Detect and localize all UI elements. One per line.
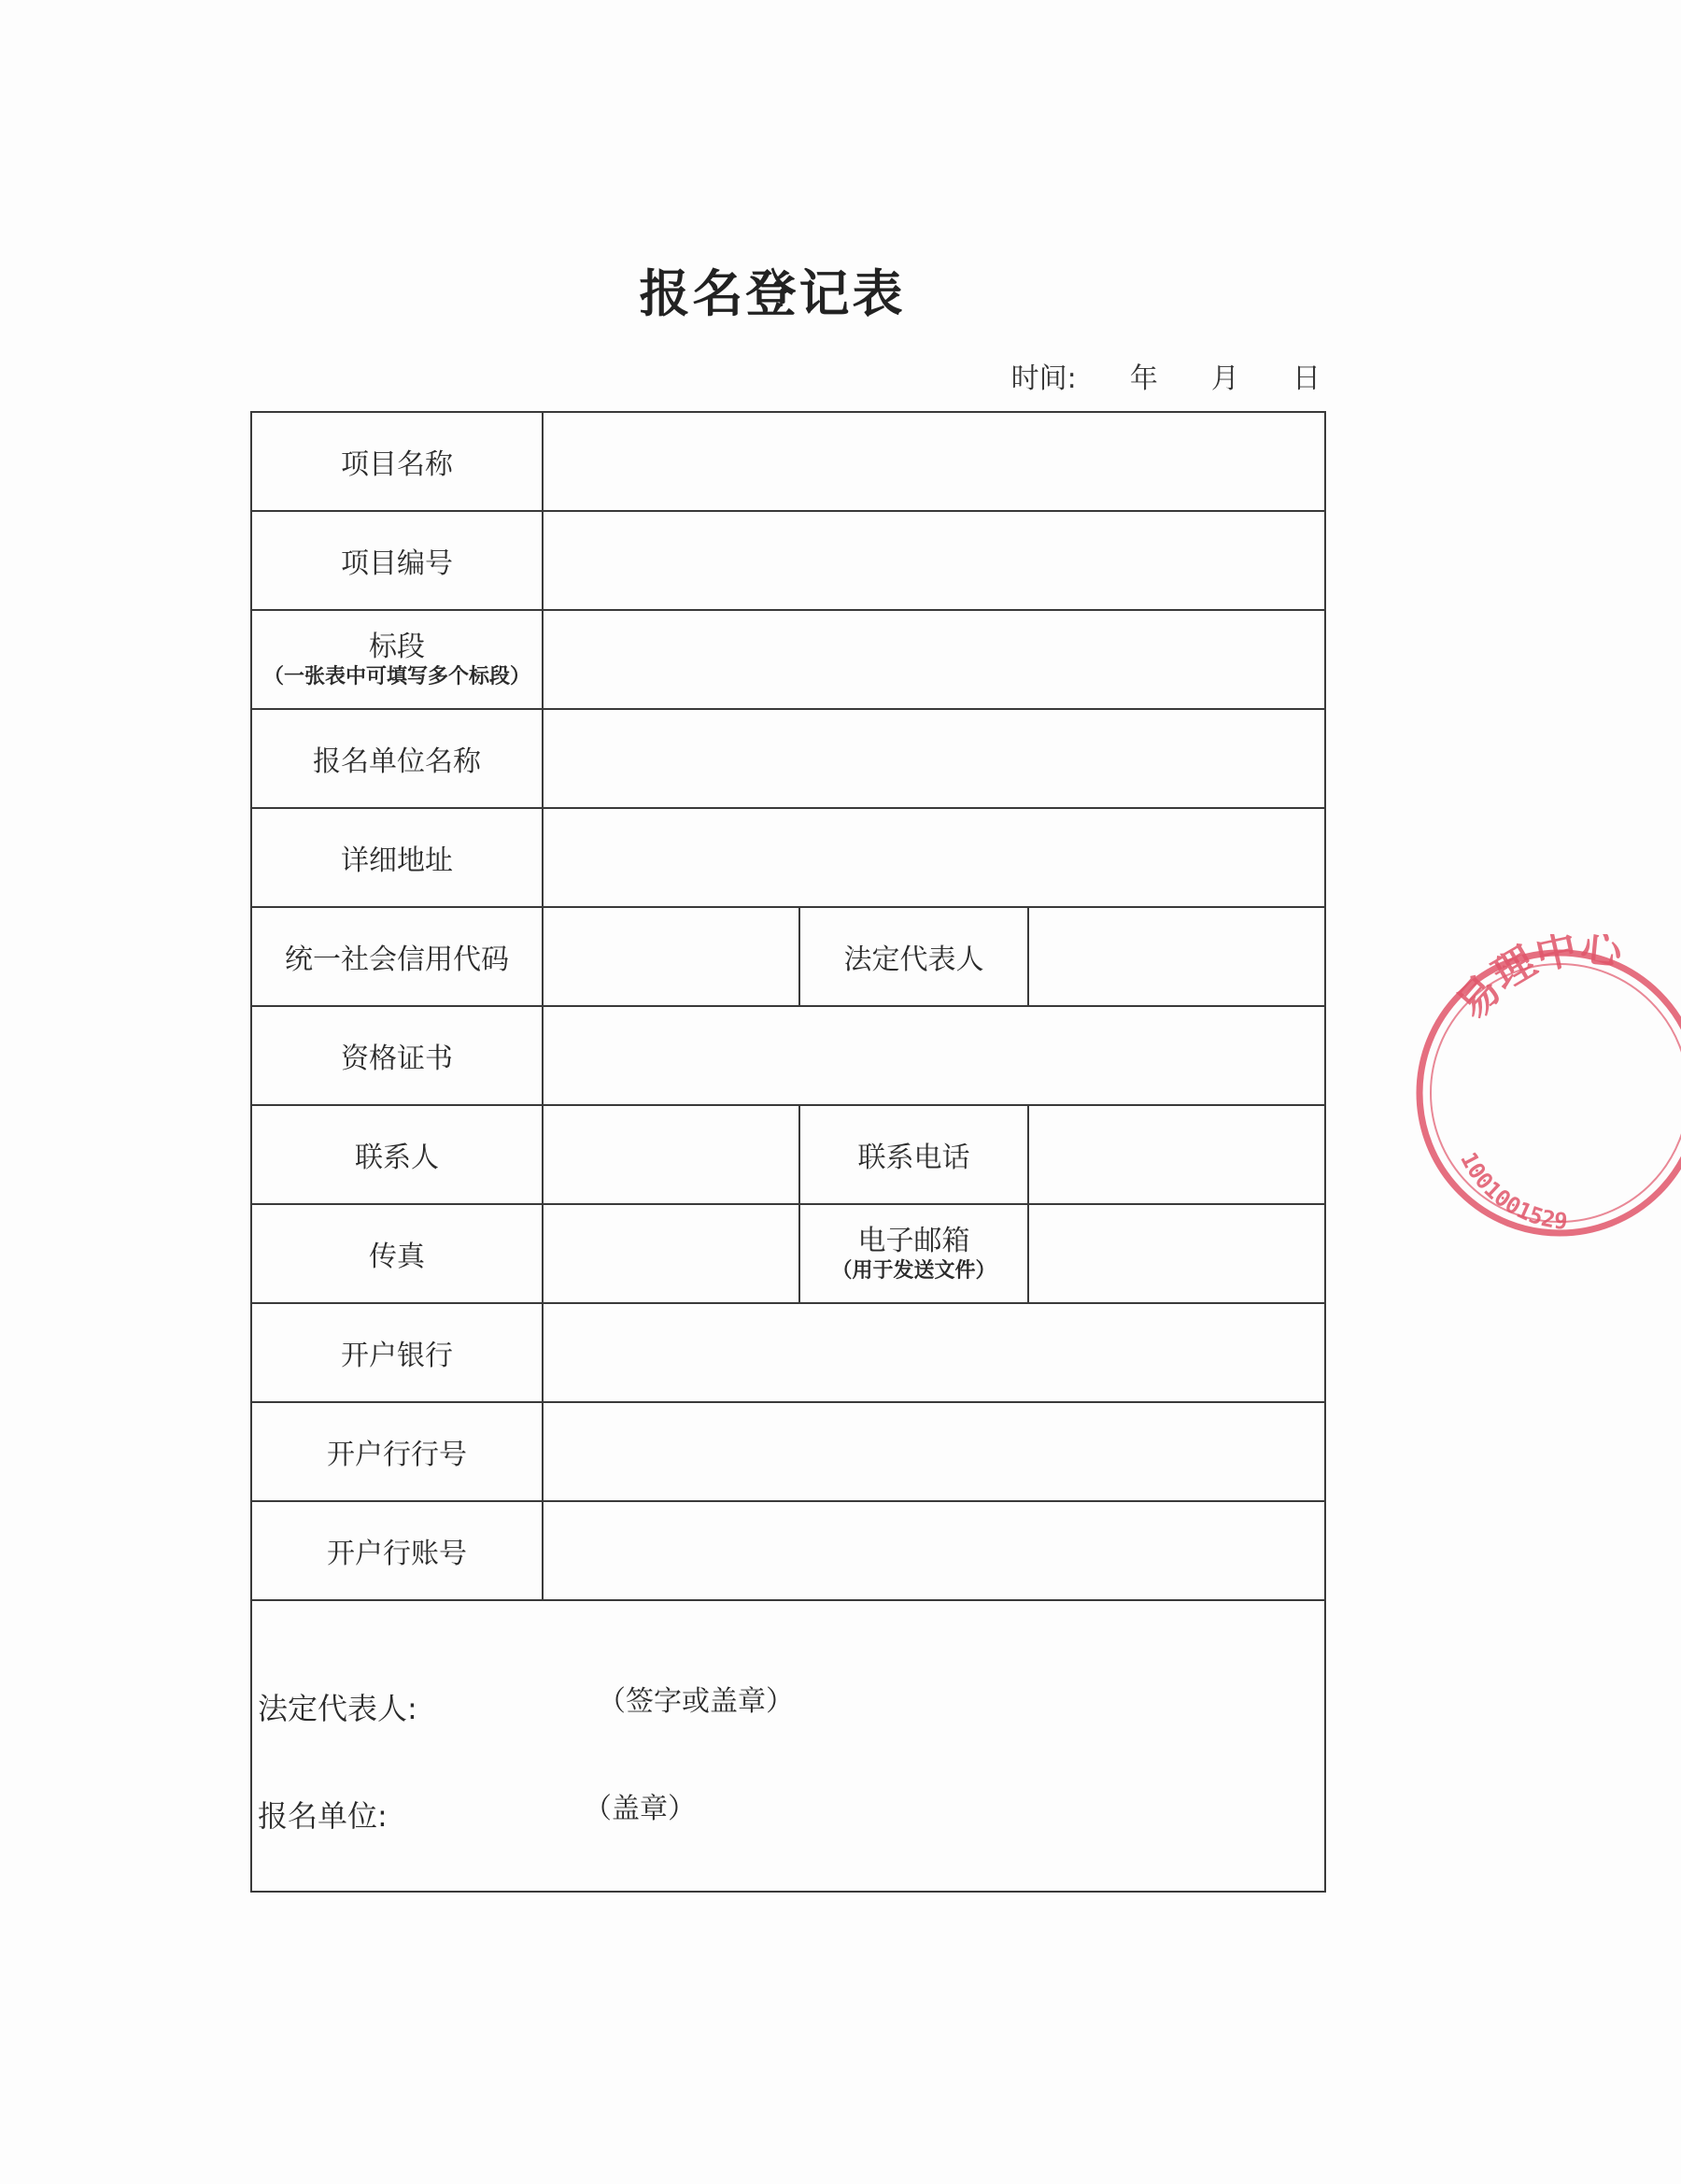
label-section [251,610,543,709]
date-day: 日 [1293,362,1321,395]
field-applicant-name[interactable] [543,709,1325,808]
field-bank[interactable] [543,1303,1325,1402]
label-fax: 传真 [251,1204,543,1303]
field-legal-rep[interactable] [1028,907,1325,1006]
field-fax[interactable] [543,1204,799,1303]
table-row [251,1402,1325,1501]
field-address[interactable] [543,808,1325,907]
label-legal-rep: 法定代表人 [799,907,1028,1006]
table-row [251,1006,1325,1105]
label-email-note: （用于发送文件） [831,1259,996,1283]
field-contact-phone[interactable] [1028,1105,1325,1204]
field-email[interactable] [1028,1204,1325,1303]
label-bank-number: 开户行行号 [251,1402,543,1501]
seal-text: 易理中心 [1448,934,1624,1029]
registration-table [250,411,1326,1893]
field-project-number[interactable] [543,511,1325,610]
label-section-note: （一张表中可填写多个标段） [262,665,530,688]
table-row [251,907,1325,1006]
label-email [799,1204,1028,1303]
label-project-number: 项目编号 [251,511,543,610]
seal-icon [1401,934,1681,1252]
table-row [251,610,1325,709]
date-month: 月 [1210,362,1239,395]
label-address: 详细地址 [251,808,543,907]
table-row [251,1105,1325,1204]
table-row [251,1303,1325,1402]
legal-rep-sign-note: （签字或盖章） [598,1685,794,1718]
label-credit-code: 统一社会信用代码 [251,907,543,1006]
label-contact-phone: 联系电话 [799,1105,1028,1204]
signature-row [251,1600,1325,1892]
field-contact[interactable] [543,1105,799,1204]
label-bank-account: 开户行账号 [251,1501,543,1600]
unit-sign-note: （盖章） [584,1793,696,1825]
table-row [251,1204,1325,1303]
label-project-name: 项目名称 [251,412,543,511]
field-qualification[interactable] [543,1006,1325,1105]
seal-code: 1001001529 [1455,1148,1569,1235]
table-row [251,1501,1325,1600]
table-row [251,412,1325,511]
label-email-text: 电子邮箱 [857,1224,970,1257]
table-row [251,808,1325,907]
red-seal-stamp [1401,934,1681,1252]
legal-rep-sign-label: 法定代表人: [258,1691,417,1726]
table-row [251,709,1325,808]
label-applicant-name: 报名单位名称 [251,709,543,808]
page-title: 报名登记表 [639,264,906,323]
date-year: 年 [1129,362,1158,395]
signature-area[interactable] [251,1600,1325,1892]
field-section[interactable] [543,610,1325,709]
field-bank-account[interactable] [543,1501,1325,1600]
date-line [1011,355,1321,396]
field-credit-code[interactable] [543,907,799,1006]
unit-sign-label: 报名单位: [258,1798,388,1834]
table-row [251,511,1325,610]
svg-text:易理中心 [1448,934,1626,1028]
label-bank: 开户银行 [251,1303,543,1402]
label-contact: 联系人 [251,1105,543,1204]
date-label: 时间: [1010,362,1077,395]
field-bank-number[interactable] [543,1402,1325,1501]
label-section-text: 标段 [369,630,425,663]
field-project-name[interactable] [543,412,1325,511]
label-qualification: 资格证书 [251,1006,543,1105]
